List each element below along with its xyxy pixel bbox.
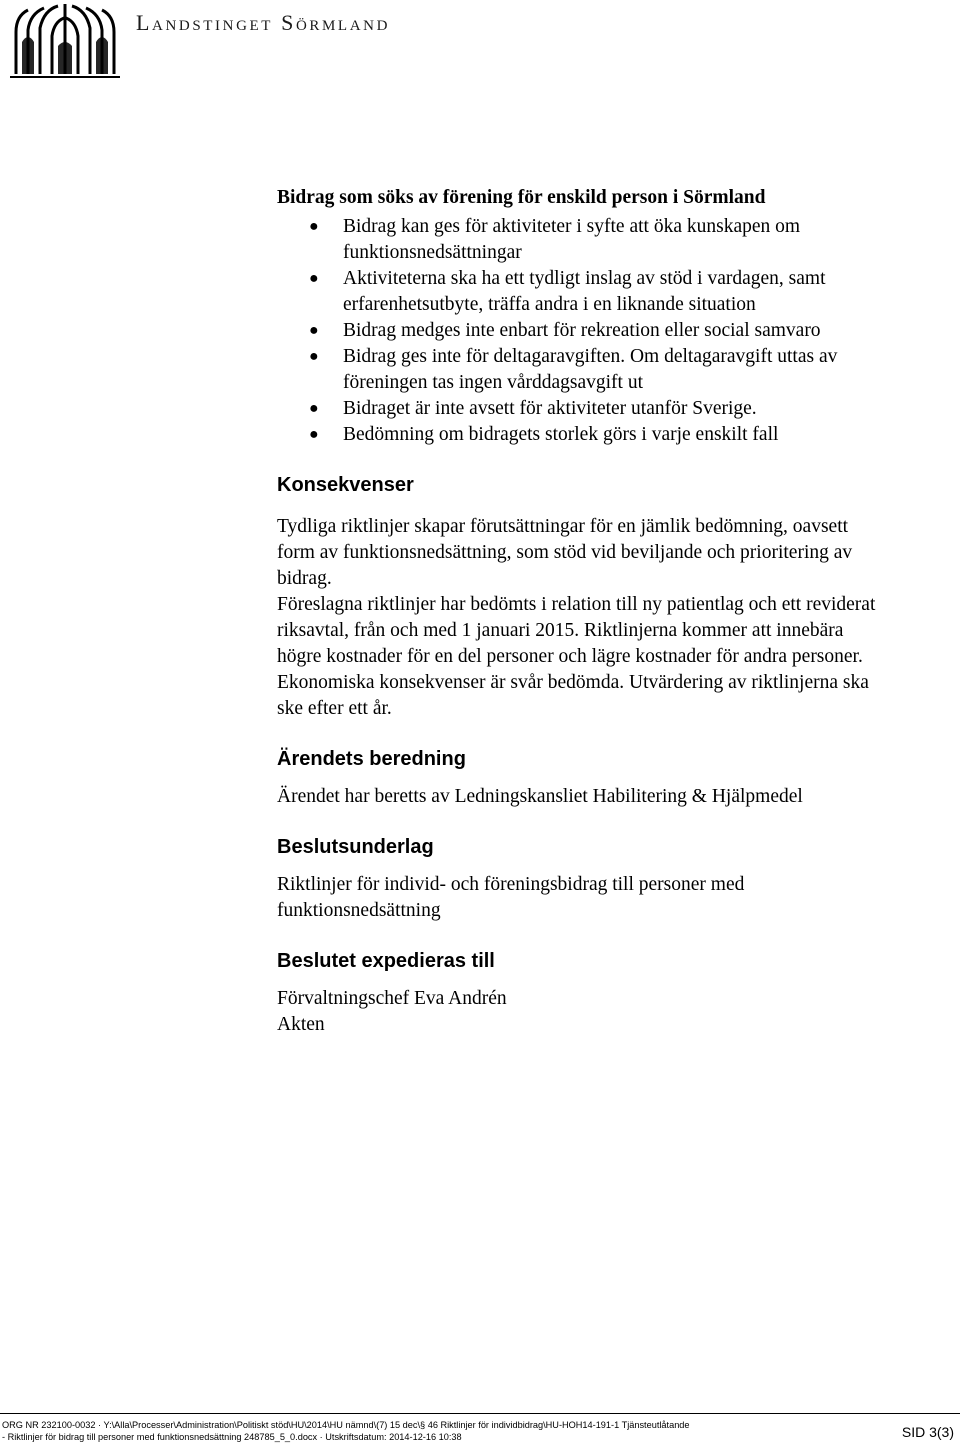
bullet-icon: ●	[309, 426, 319, 443]
konsekvenser-heading: Konsekvenser	[277, 474, 414, 496]
list-item: ● Bidrag kan ges för aktiviteter i syfte att öka kunskapen om funktionsnedsättningar	[309, 216, 801, 263]
bullet-icon: ●	[309, 322, 319, 339]
list-item: ● Bidrag ges inte för deltagaravgiften. Om deltagaravgift uttas av föreningen tas ingen vårddagsavgift ut	[309, 346, 838, 393]
section-title: Bidrag som söks av förening för enskild person i Sörmland	[277, 187, 766, 208]
list-item: ● Bidrag medges inte enbart för rekreation eller social samvaro	[277, 318, 960, 344]
bullet-icon: ●	[309, 400, 319, 417]
list-item: ● Bidraget är inte avsett för aktiviteter utanför Sverige.	[277, 396, 960, 422]
list-item: ● Bedömning om bidragets storlek görs i varje enskilt fall	[277, 422, 960, 448]
bullet-icon: ●	[309, 218, 319, 235]
konsekvenser-text: Tydliga riktlinjer skapar förutsättningar för en jämlik bedömning, oavsett form av funktionsnedsättning, som stöd vid beviljande och prioritering av bidrag. Föreslagna riktlinjer har bedömts i relation till ny patientlag och ett reviderat riksavtal, från och med 1 januari 2015. Riktlinjerna kommer att innebära högre kostnader för en del personer och lägre kostnader för andra personer. Ekonomiska konsekvenser är svår bedömda. Utvärdering av riktlinjerna ska ske efter ett år.	[277, 516, 876, 719]
expedieras-text: Förvaltningschef Eva Andrén Akten	[277, 988, 507, 1035]
footer-path-line: ORG NR 232100-0032 · Y:\Alla\Processer\Administration\Politiskt stöd\HU\2014\HU nämnd\(7) 15 dec\§ 46 Riktlinjer för individbidrag\HU-HOH14-191-1 Tjänsteutlåtande	[2, 1420, 690, 1430]
crown-logo	[6, 2, 124, 78]
beslutsunderlag-heading: Beslutsunderlag	[277, 836, 434, 858]
bullet-icon: ●	[309, 270, 319, 287]
criteria-list	[277, 214, 960, 448]
footer-file-line: - Riktlinjer för bidrag till personer med funktionsnedsättning 248785_5_0.docx · Utskriftsdatum: 2014-12-16 10:38	[2, 1432, 462, 1442]
bullet-icon: ●	[309, 348, 319, 365]
page-footer	[0, 1413, 960, 1445]
list-item: ● Aktiviteterna ska ha ett tydligt inslag av stöd i vardagen, samt erfarenhetsutbyte, träffa andra i en liknande situation	[309, 268, 826, 315]
page-header	[0, 0, 960, 80]
beredning-heading: Ärendets beredning	[277, 748, 466, 770]
document-body	[277, 184, 960, 1038]
beslutsunderlag-text: Riktlinjer för individ- och föreningsbidrag till personer med funktionsnedsättning	[277, 874, 745, 921]
expedieras-heading: Beslutet expedieras till	[277, 950, 495, 972]
organization-name: Landstinget Sörmland	[136, 10, 390, 35]
beredning-text: Ärendet har beretts av Ledningskansliet Habilitering & Hjälpmedel	[277, 786, 803, 807]
page-number: SID 3(3)	[901, 1424, 954, 1440]
